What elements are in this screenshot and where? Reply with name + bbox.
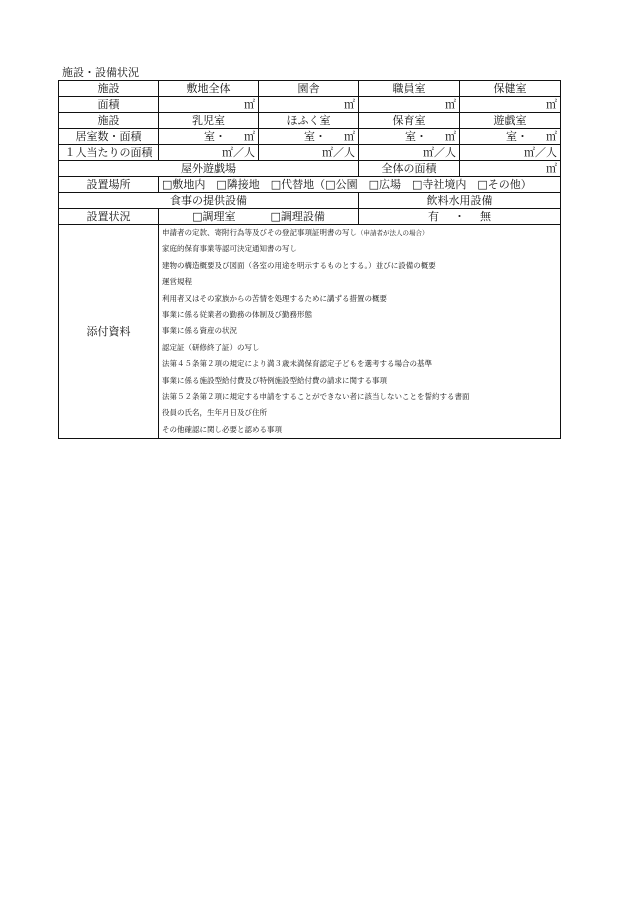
area-health-room[interactable]: ㎡ (460, 97, 561, 113)
cooking-equipment-checkbox[interactable]: □調理設備 (270, 209, 325, 223)
col-site-total: 敷地全体 (159, 81, 259, 97)
per-person-infant[interactable]: ㎡／人 (159, 145, 259, 161)
col-crawling-room: ほふく室 (259, 113, 359, 129)
room-count-text: 室・ (405, 129, 427, 143)
room-unit: ㎡ (546, 129, 557, 143)
location-options[interactable]: □敷地内 □隣接地 □代替地（□公園 □広場 □寺社境内 □その他） (159, 177, 561, 193)
attachment-item: 事業に係る施設型給付費及び特例施設型給付費の請求に関する事項 (162, 375, 387, 385)
room-unit: ㎡ (445, 129, 456, 143)
facility-table (58, 80, 561, 439)
location-row (59, 177, 561, 193)
attachment-item: 法第５２条第２項に規定する申請をすることができない者に該当しないことを誓約する書面 (162, 392, 470, 402)
outdoor-row (59, 161, 561, 177)
attachment-item: 運営規程 (162, 277, 192, 287)
facility-label: 施設 (59, 81, 159, 97)
col-building: 園舎 (259, 81, 359, 97)
equipment-header-row (59, 193, 561, 209)
facility-row-2 (59, 113, 561, 129)
rooms-crawling[interactable] (259, 129, 359, 145)
installation-row (59, 209, 561, 225)
rooms-infant[interactable] (159, 129, 259, 145)
area-row (59, 97, 561, 113)
attachment-item: 役員の氏名，生年月日及び住所 (162, 408, 267, 418)
attachment-note: （申請者が法人の場合） (357, 229, 429, 237)
water-equipment-label: 飲料水用設備 (359, 193, 561, 209)
area-building[interactable]: ㎡ (259, 97, 359, 113)
rooms-nursery[interactable] (359, 129, 460, 145)
rooms-label: 居室数・面積 (59, 129, 159, 145)
facility-row-1 (59, 81, 561, 97)
col-infant-room: 乳児室 (159, 113, 259, 129)
cooking-room-checkbox[interactable]: □調理室 (192, 209, 236, 223)
section-title: 施設・設備状況 (62, 66, 139, 79)
area-staff-room[interactable]: ㎡ (359, 97, 460, 113)
outdoor-playground-label: 屋外遊戯場 (59, 161, 359, 177)
attachment-item: 事業に係る従業者の勤務の体制及び勤務形態 (162, 310, 312, 320)
facility-label-2: 施設 (59, 113, 159, 129)
attachment-item: 家庭的保育事業等認可決定通知書の写し (162, 244, 297, 254)
col-staff-room: 職員室 (359, 81, 460, 97)
per-person-row (59, 145, 561, 161)
attachment-item: その他確認に関し必要と認める事項 (162, 424, 282, 434)
water-separator: ・ (454, 209, 465, 223)
rooms-row (59, 129, 561, 145)
attachment-item: 利用者又はその家族からの苦情を処理するために講ずる措置の概要 (162, 293, 387, 303)
area-site-total[interactable]: ㎡ (159, 97, 259, 113)
rooms-play[interactable] (460, 129, 561, 145)
per-person-crawling[interactable]: ㎡／人 (259, 145, 359, 161)
cooking-options[interactable] (159, 209, 359, 225)
attachment-item: 建物の構造概要及び図面（各室の用途を明示するものとする。）並びに設備の概要 (162, 260, 436, 270)
attachment-item: 法第４５条第２項の規定により満３歳未満保育認定子どもを選考する場合の基準 (162, 359, 432, 369)
area-label: 面積 (59, 97, 159, 113)
col-play-room: 遊戯室 (460, 113, 561, 129)
attachment-item: 申請者の定款、寄附行為等及びその登記事項証明書の写し（申請者が法人の場合） (162, 228, 429, 237)
col-nursery-room: 保育室 (359, 113, 460, 129)
meal-equipment-label: 食事の提供設備 (59, 193, 359, 209)
location-label: 設置場所 (59, 177, 159, 193)
room-unit: ㎡ (344, 129, 355, 143)
attachments-list (159, 225, 561, 439)
room-unit: ㎡ (244, 129, 255, 143)
installation-label: 設置状況 (59, 209, 159, 225)
water-yes-no[interactable] (359, 209, 561, 225)
per-person-play[interactable]: ㎡／人 (460, 145, 561, 161)
water-no[interactable]: 無 (480, 209, 491, 223)
room-count-text: 室・ (204, 129, 226, 143)
room-count-text: 室・ (506, 129, 528, 143)
attachment-item: 事業に係る資産の状況 (162, 326, 237, 336)
attachments-label: 添付資料 (59, 225, 159, 439)
attachment-item: 認定証（研修終了証）の写し (162, 342, 260, 352)
total-area-value[interactable]: ㎡ (460, 161, 561, 177)
col-health-room: 保健室 (460, 81, 561, 97)
total-area-label: 全体の面積 (359, 161, 460, 177)
per-person-label: １人当たりの面積 (59, 145, 159, 161)
water-yes[interactable]: 有 (428, 209, 439, 223)
attachments-row (59, 225, 561, 439)
per-person-nursery[interactable]: ㎡／人 (359, 145, 460, 161)
room-count-text: 室・ (304, 129, 326, 143)
